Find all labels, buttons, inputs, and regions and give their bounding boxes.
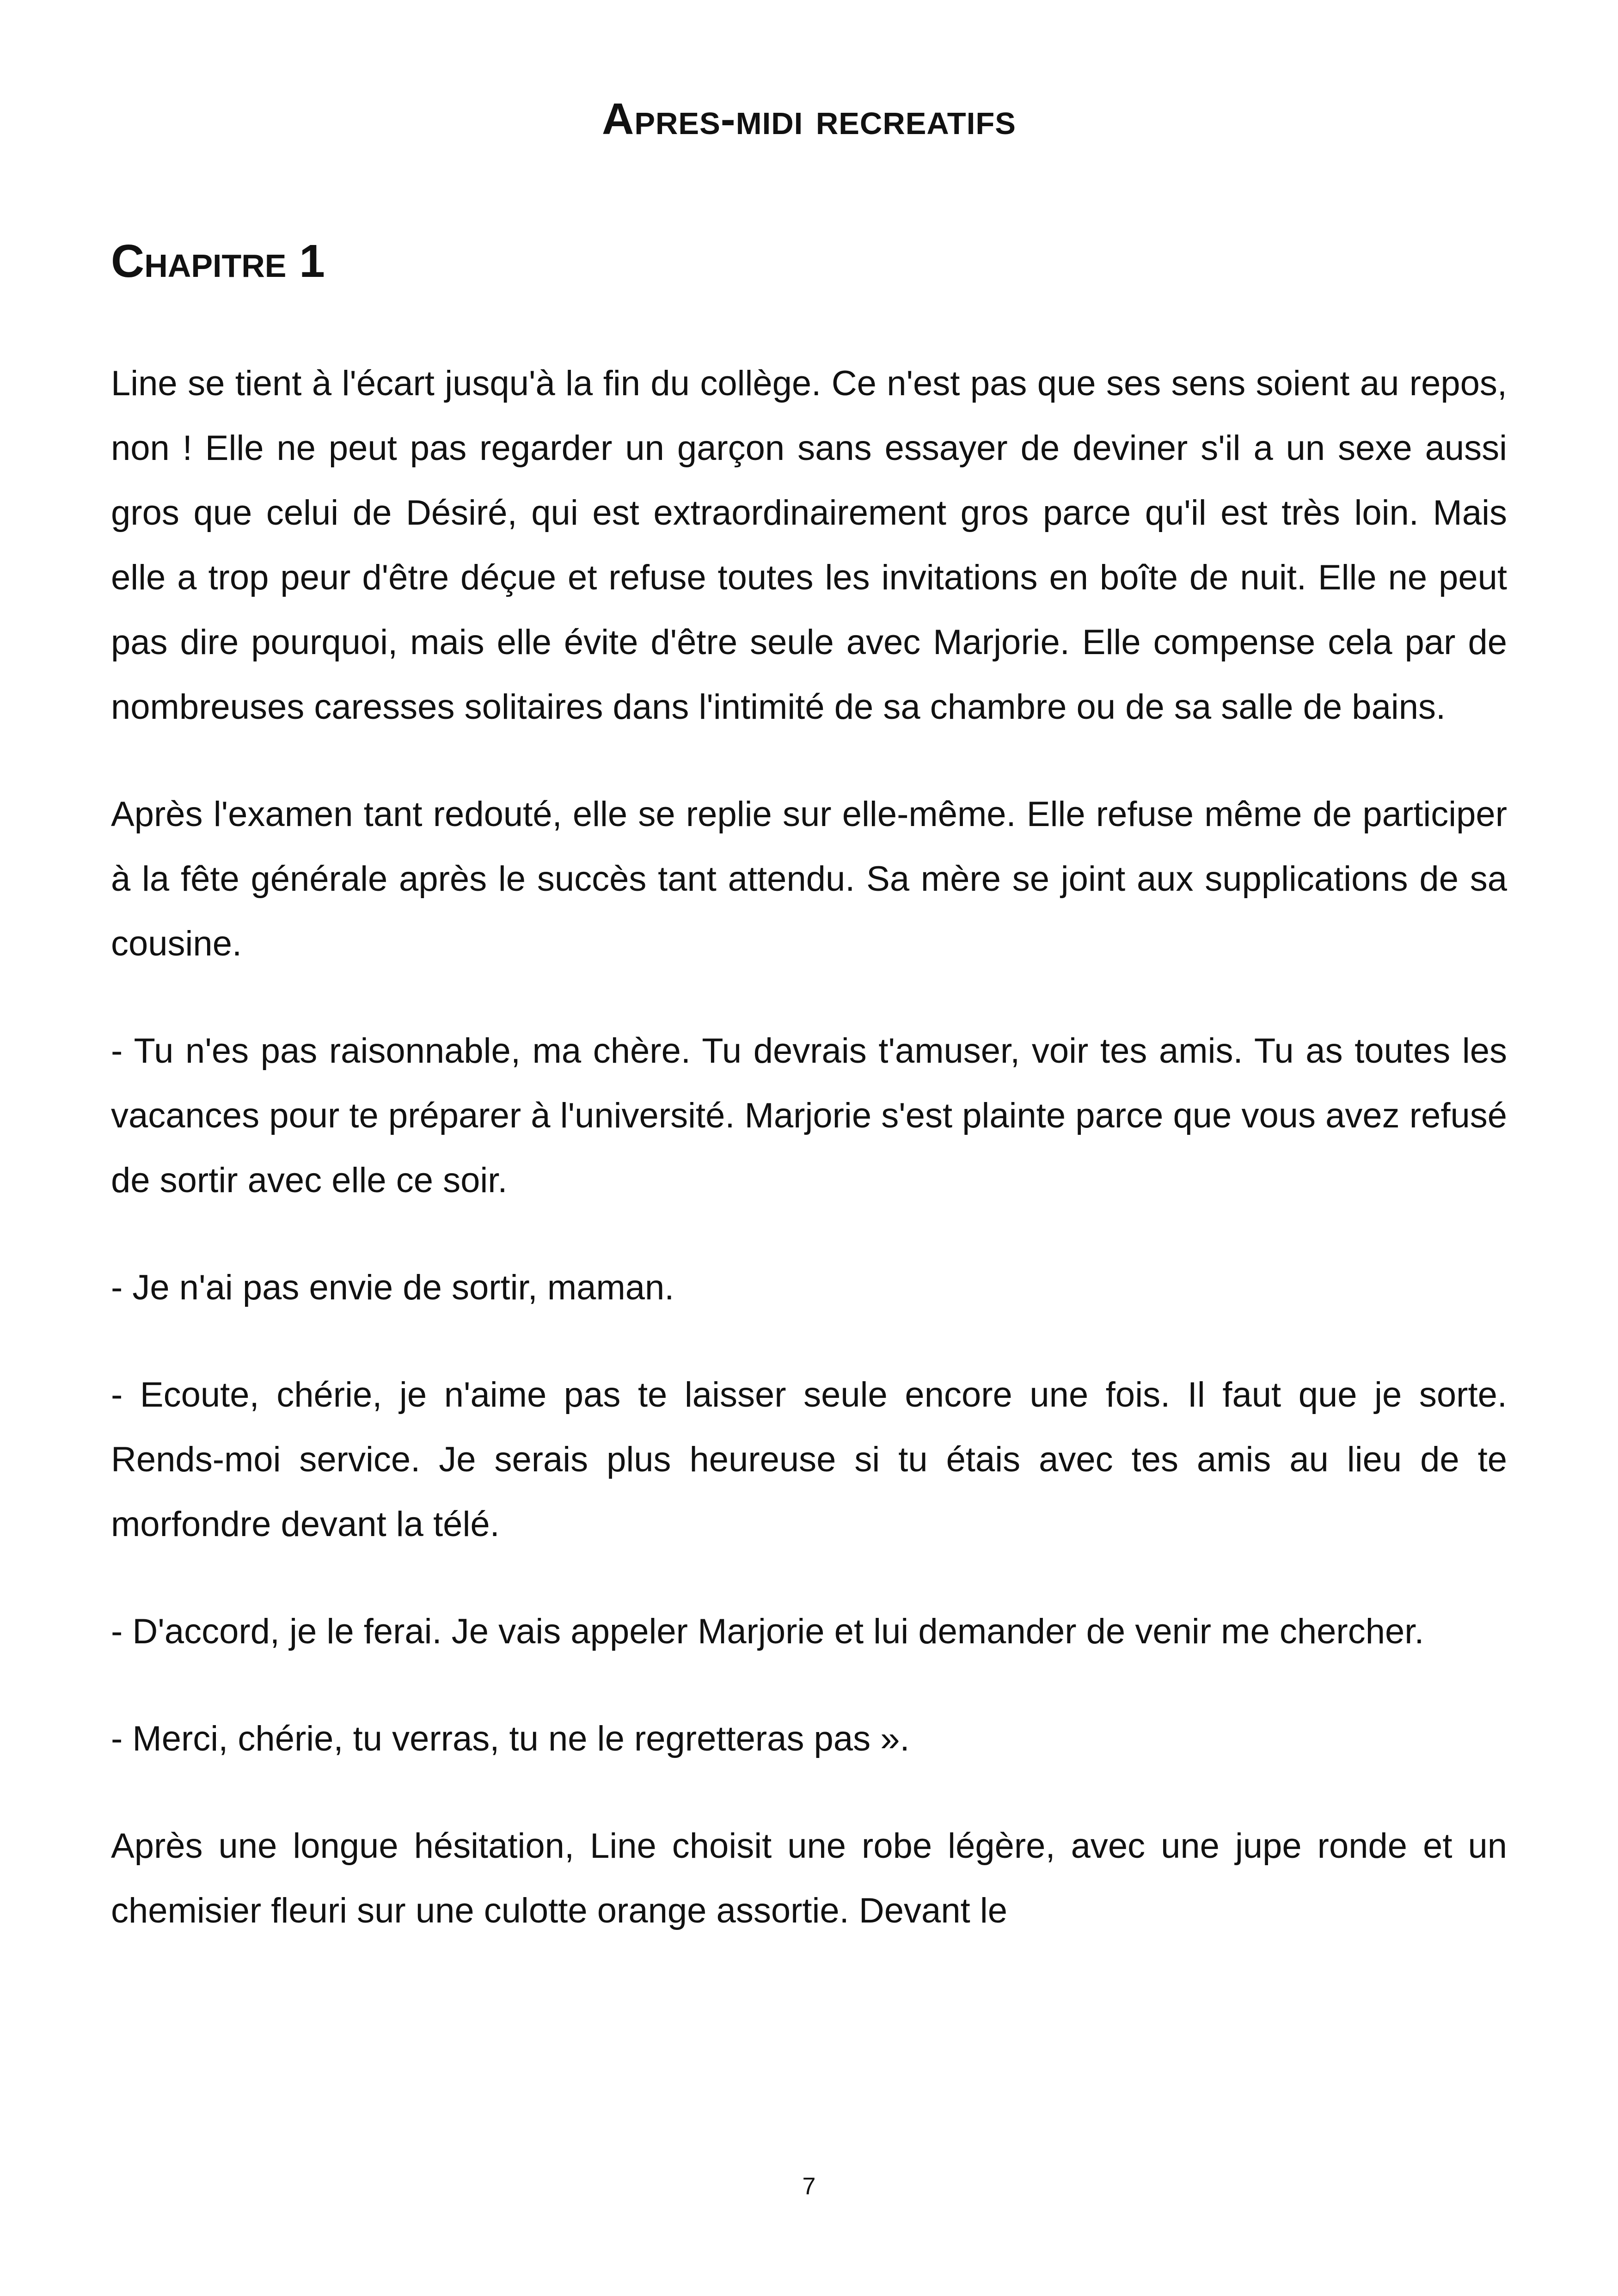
- page-number: 7: [802, 2173, 816, 2200]
- paragraph: - Je n'ai pas envie de sortir, maman.: [111, 1268, 674, 1307]
- paragraph: Line se tient à l'écart jusqu'à la fin du collège. Ce n'est pas que ses sens soient au repos, non ! Elle ne peut pas regarder un garçon sans essayer de deviner s'il a un sexe aussi gros que celui de Désiré, qui est extraordinairement gros parce qu'il est très loin. Mais elle a trop peur d'être déçue et refuse toutes les invitations en boîte de nuit. Elle ne peut pas dire pourquoi, mais elle évite d'être seule avec Marjorie. Elle compense cela par de nombreuses caresses solitaires dans l'intimité de sa chambre ou de sa salle de bains.: [111, 364, 1507, 727]
- paragraph: - Merci, chérie, tu verras, tu ne le regretteras pas ».: [111, 1719, 910, 1758]
- chapter-title: Chapitre 1: [111, 235, 325, 287]
- paragraph: Après l'examen tant redouté, elle se replie sur elle-même. Elle refuse même de participer à la fête générale après le succès tant attendu. Sa mère se joint aux supplications de sa cousine.: [111, 795, 1507, 963]
- paragraph: - Ecoute, chérie, je n'aime pas te laisser seule encore une fois. Il faut que je sorte. Rends-moi service. Je serais plus heureuse si tu étais avec tes amis au lieu de te morfondre devant la télé.: [111, 1375, 1507, 1544]
- book-title: Apres-midi recreatifs: [602, 94, 1016, 144]
- paragraph: - Tu n'es pas raisonnable, ma chère. Tu devrais t'amuser, voir tes amis. Tu as toutes les vacances pour te préparer à l'université. Marjorie s'est plainte parce que vous avez refusé de sortir avec elle ce soir.: [111, 1031, 1507, 1200]
- paragraph: Après une longue hésitation, Line choisit une robe légère, avec une jupe ronde et un chemisier fleuri sur une culotte orange assortie. Devant le: [111, 1826, 1507, 1930]
- paragraph: - D'accord, je le ferai. Je vais appeler Marjorie et lui demander de venir me chercher.: [111, 1612, 1424, 1651]
- body-text: [111, 351, 1507, 1943]
